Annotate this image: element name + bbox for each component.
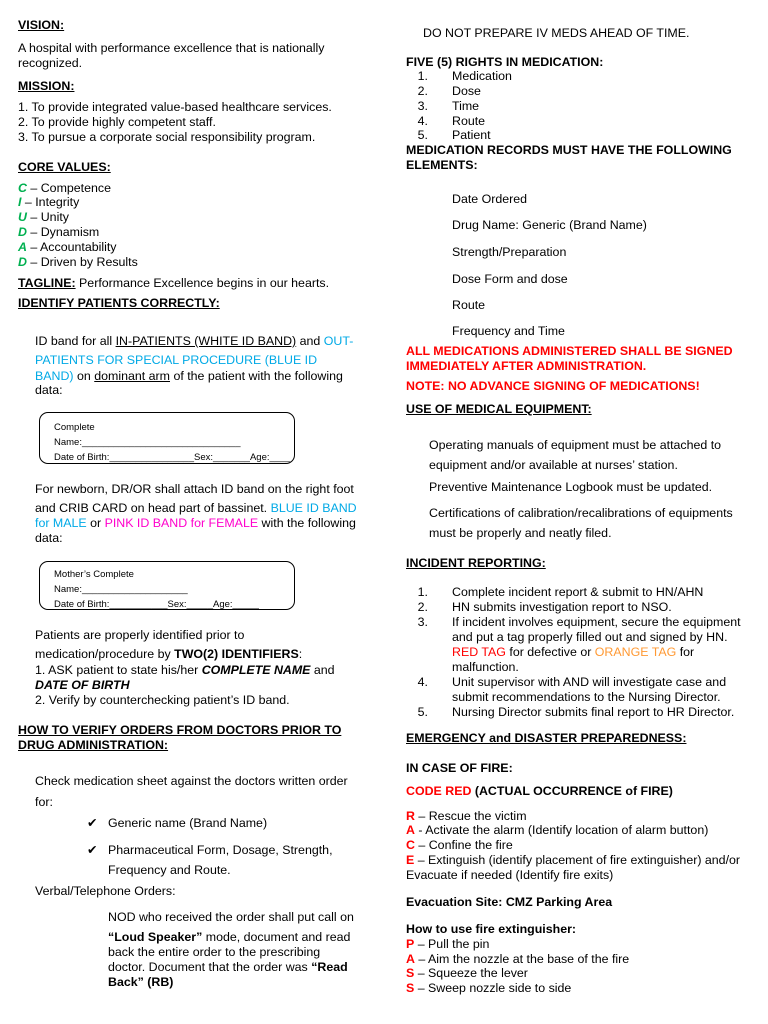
pass-letter: S bbox=[406, 981, 415, 995]
race-text: – Rescue the victim bbox=[414, 809, 527, 823]
equipment-text: Preventive Maintenance Logbook must be updated. bbox=[429, 480, 713, 494]
list-number: 5. bbox=[417, 705, 428, 719]
text: on bbox=[73, 369, 95, 383]
read-back-text: Back” (RB) bbox=[108, 975, 174, 989]
text: for defective or bbox=[505, 645, 595, 659]
race-item bbox=[406, 823, 708, 838]
right-item: Patient bbox=[452, 128, 491, 142]
identifiers-line bbox=[35, 647, 302, 662]
dominant-arm-text: dominant arm bbox=[94, 369, 170, 383]
core-value-item bbox=[18, 195, 79, 210]
core-value-letter: D bbox=[18, 255, 27, 269]
race-item bbox=[406, 853, 740, 868]
record-element: Route bbox=[452, 298, 486, 312]
core-value-item bbox=[18, 210, 69, 225]
core-value-letter: A bbox=[18, 240, 27, 254]
mission-item: 2. To provide highly competent staff. bbox=[18, 115, 216, 129]
incident-step: malfunction. bbox=[452, 660, 519, 674]
card-label: Mother’s Complete bbox=[54, 569, 134, 580]
race-letter: R bbox=[406, 809, 415, 823]
incident-step: HN submits investigation report to NSO. bbox=[452, 600, 672, 614]
core-value-letter: D bbox=[18, 225, 27, 239]
pass-text: – Squeeze the lever bbox=[414, 966, 528, 980]
equipment-text: Certifications of calibration/recalibrations of equipments bbox=[429, 506, 733, 520]
tagline-label: TAGLINE: bbox=[18, 276, 76, 290]
list-number: 1. bbox=[417, 585, 428, 599]
equipment-text: must be properly and neatly filed. bbox=[429, 526, 612, 540]
iv-warning: DO NOT PREPARE IV MEDS AHEAD OF TIME. bbox=[423, 26, 690, 40]
card-label: Name:______________________________ bbox=[54, 437, 241, 448]
list-number: 2. bbox=[417, 600, 428, 614]
text: and bbox=[296, 334, 324, 348]
pass-text: – Sweep nozzle side to side bbox=[414, 981, 572, 995]
incident-heading: INCIDENT REPORTING: bbox=[406, 556, 546, 570]
blue-band-text: for MALE bbox=[35, 516, 87, 530]
advance-signing-note: NOTE: NO ADVANCE SIGNING OF MEDICATIONS! bbox=[406, 379, 700, 393]
right-item: Time bbox=[452, 99, 480, 113]
tagline bbox=[18, 276, 329, 291]
text: for bbox=[676, 645, 695, 659]
text: with the following bbox=[258, 516, 356, 530]
signing-warning: ALL MEDICATIONS ADMINISTERED SHALL BE SIGNED bbox=[406, 344, 733, 358]
verify-heading: HOW TO VERIFY ORDERS FROM DOCTORS PRIOR TO bbox=[18, 723, 342, 737]
pink-band-text: PINK ID BAND for FEMALE bbox=[104, 516, 259, 530]
core-value-text: – Integrity bbox=[21, 195, 80, 209]
core-value-letter: I bbox=[18, 195, 22, 209]
records-heading: ELEMENTS: bbox=[406, 158, 478, 172]
pass-item bbox=[406, 981, 571, 996]
out-patients-text: OUT- bbox=[323, 334, 354, 348]
core-value-letter: C bbox=[18, 181, 27, 195]
read-back-text: “Read bbox=[311, 960, 348, 974]
equipment-heading: USE OF MEDICAL EQUIPMENT: bbox=[406, 402, 592, 416]
signing-warning: IMMEDIATELY AFTER ADMINISTRATION. bbox=[406, 359, 647, 373]
text: doctor. Document that the order was bbox=[108, 960, 312, 974]
pass-text: – Pull the pin bbox=[414, 937, 490, 951]
nod-text: NOD who received the order shall put call on bbox=[108, 910, 354, 924]
mission-heading: MISSION: bbox=[18, 79, 75, 93]
checkmark-icon: ✔ bbox=[87, 816, 98, 830]
list-number: 4. bbox=[417, 114, 428, 128]
nod-text: back the entire order to the prescribing bbox=[108, 945, 321, 959]
text: mode, document and read bbox=[202, 930, 351, 944]
vision-text: A hospital with performance excellence that is nationally bbox=[18, 41, 325, 55]
incident-step: Complete incident report & submit to HN/AHN bbox=[452, 585, 704, 599]
code-red-line bbox=[406, 784, 673, 799]
race-letter: E bbox=[406, 853, 415, 867]
check-item: Generic name (Brand Name) bbox=[108, 816, 268, 830]
checkmark-icon: ✔ bbox=[87, 843, 98, 857]
text: and bbox=[310, 663, 335, 677]
core-value-text: – Dynamism bbox=[26, 225, 100, 239]
text: medication/procedure by bbox=[35, 647, 175, 661]
text: data: bbox=[35, 383, 63, 397]
orange-tag-text: ORANGE TAG bbox=[594, 645, 677, 659]
two-identifiers-text: TWO(2) IDENTIFIERS bbox=[174, 647, 299, 661]
evacuation-site: Evacuation Site: CMZ Parking Area bbox=[406, 895, 613, 909]
core-value-letter: U bbox=[18, 210, 27, 224]
record-element: Frequency and Time bbox=[452, 324, 565, 338]
race-item bbox=[406, 809, 527, 824]
date-of-birth-text: DATE OF BIRTH bbox=[35, 678, 130, 692]
right-item: Dose bbox=[452, 84, 481, 98]
core-value-text: – Unity bbox=[26, 210, 69, 224]
race-item bbox=[406, 838, 513, 853]
pass-text: – Aim the nozzle at the base of the fire bbox=[414, 952, 630, 966]
text: of the patient with the following bbox=[170, 369, 343, 383]
core-value-text: – Driven by Results bbox=[26, 255, 138, 269]
loud-speaker-text: “Loud Speaker” bbox=[108, 930, 203, 944]
race-letter: A bbox=[406, 823, 415, 837]
text: 1. ASK patient to state his/her bbox=[35, 663, 202, 677]
core-value-item bbox=[18, 255, 138, 270]
verify-heading: DRUG ADMINISTRATION: bbox=[18, 738, 169, 752]
pass-item bbox=[406, 966, 528, 981]
list-number: 5. bbox=[417, 128, 428, 142]
vision-heading: VISION: bbox=[18, 18, 65, 32]
pass-item bbox=[406, 937, 489, 952]
pass-letter: A bbox=[406, 952, 415, 966]
list-number: 1. bbox=[417, 69, 428, 83]
newborn-sample-card bbox=[39, 561, 295, 610]
newborn-line bbox=[35, 516, 356, 531]
race-text: - Activate the alarm (Identify location of alarm button) bbox=[414, 823, 709, 837]
check-item: Frequency and Route. bbox=[108, 863, 231, 877]
newborn-text: For newborn, DR/OR shall attach ID band on the right foot bbox=[35, 482, 354, 496]
newborn-line bbox=[35, 501, 357, 516]
records-heading: MEDICATION RECORDS MUST HAVE THE FOLLOWING bbox=[406, 143, 732, 157]
in-patients-text: IN-PATIENTS (WHITE ID BAND) bbox=[115, 334, 297, 348]
extinguisher-heading: How to use fire extinguisher: bbox=[406, 922, 577, 936]
text: or bbox=[86, 516, 105, 530]
mission-item: 1. To provide integrated value-based healthcare services. bbox=[18, 100, 332, 114]
core-value-item bbox=[18, 225, 99, 240]
equipment-text: equipment and/or available at nurses’ station. bbox=[429, 458, 678, 472]
pass-item bbox=[406, 952, 629, 967]
identifiers-text: Patients are properly identified prior to bbox=[35, 628, 245, 642]
incident-step: and put a tag properly filled out and signed by HN. bbox=[452, 630, 728, 644]
record-element: Strength/Preparation bbox=[452, 245, 567, 259]
race-text: Evacuate if needed (Identify fire exits) bbox=[406, 868, 614, 882]
card-label: Complete bbox=[54, 422, 95, 433]
incident-step: Unit supervisor with AND will investigate case and bbox=[452, 675, 727, 689]
list-number: 3. bbox=[417, 615, 428, 629]
blue-band-text: BLUE ID BAND bbox=[270, 501, 357, 515]
id-band-line bbox=[35, 369, 343, 384]
verify-text: Check medication sheet against the doctors written order bbox=[35, 774, 348, 788]
core-value-text: – Accountability bbox=[26, 240, 117, 254]
verify-text: for: bbox=[35, 795, 53, 809]
list-number: 2. bbox=[417, 84, 428, 98]
race-letter: C bbox=[406, 838, 415, 852]
record-element: Date Ordered bbox=[452, 192, 528, 206]
record-element: Dose Form and dose bbox=[452, 272, 568, 286]
incident-step bbox=[452, 645, 694, 660]
card-label: Date of Birth:___________Sex:_____Age:_____ bbox=[54, 599, 259, 610]
text: and CRIB CARD on head part of bassinet. bbox=[35, 501, 271, 515]
core-value-text: – Competence bbox=[26, 181, 111, 195]
code-red-text: CODE RED bbox=[406, 784, 472, 798]
text: ID band for all bbox=[35, 334, 116, 348]
id-band-line bbox=[35, 334, 353, 349]
check-item: Pharmaceutical Form, Dosage, Strength, bbox=[108, 843, 333, 857]
identifiers-line bbox=[35, 663, 335, 678]
card-label: Name:____________________ bbox=[54, 584, 188, 595]
record-element: Drug Name: Generic (Brand Name) bbox=[452, 218, 647, 232]
vision-text: recognized. bbox=[18, 56, 83, 70]
right-item: Medication bbox=[452, 69, 512, 83]
text: : bbox=[298, 647, 303, 661]
out-patients-text: BAND) bbox=[35, 369, 74, 383]
incident-step: submit recommendations to the Nursing Director. bbox=[452, 690, 721, 704]
pass-letter: P bbox=[406, 937, 415, 951]
core-value-item bbox=[18, 181, 111, 196]
card-label: Date of Birth:________________Sex:_______Age:____ bbox=[54, 452, 291, 463]
red-tag-text: RED TAG bbox=[452, 645, 506, 659]
core-value-item bbox=[18, 240, 117, 255]
fire-heading: IN CASE OF FIRE: bbox=[406, 761, 513, 775]
complete-name-text: COMPLETE NAME bbox=[201, 663, 311, 677]
incident-step: If incident involves equipment, secure the equipment bbox=[452, 615, 741, 629]
pass-letter: S bbox=[406, 966, 415, 980]
identify-heading: IDENTIFY PATIENTS CORRECTLY: bbox=[18, 296, 220, 310]
list-number: 4. bbox=[417, 675, 428, 689]
mission-item: 3. To pursue a corporate social responsibility program. bbox=[18, 130, 316, 144]
identifiers-text: 2. Verify by counterchecking patient’s ID band. bbox=[35, 693, 290, 707]
tagline-text: Performance Excellence begins in our hearts. bbox=[75, 276, 330, 290]
equipment-text: Operating manuals of equipment must be attached to bbox=[429, 438, 722, 452]
id-band-sample-card bbox=[39, 412, 295, 464]
nod-line bbox=[108, 960, 348, 975]
race-text: – Confine the fire bbox=[414, 838, 513, 852]
out-patients-text: PATIENTS FOR SPECIAL PROCEDURE (BLUE ID bbox=[35, 353, 318, 367]
incident-step: Nursing Director submits final report to HR Director. bbox=[452, 705, 735, 719]
right-item: Route bbox=[452, 114, 486, 128]
race-text: – Extinguish (identify placement of fire extinguisher) and/or bbox=[414, 853, 741, 867]
verbal-orders-text: Verbal/Telephone Orders: bbox=[35, 884, 176, 898]
core-values-heading: CORE VALUES: bbox=[18, 160, 111, 174]
nod-line bbox=[108, 930, 350, 945]
text: (ACTUAL OCCURRENCE of FIRE) bbox=[471, 784, 673, 798]
text: data: bbox=[35, 531, 63, 545]
five-rights-heading: FIVE (5) RIGHTS IN MEDICATION: bbox=[406, 55, 604, 69]
list-number: 3. bbox=[417, 99, 428, 113]
emergency-heading: EMERGENCY and DISASTER PREPAREDNESS: bbox=[406, 731, 687, 745]
